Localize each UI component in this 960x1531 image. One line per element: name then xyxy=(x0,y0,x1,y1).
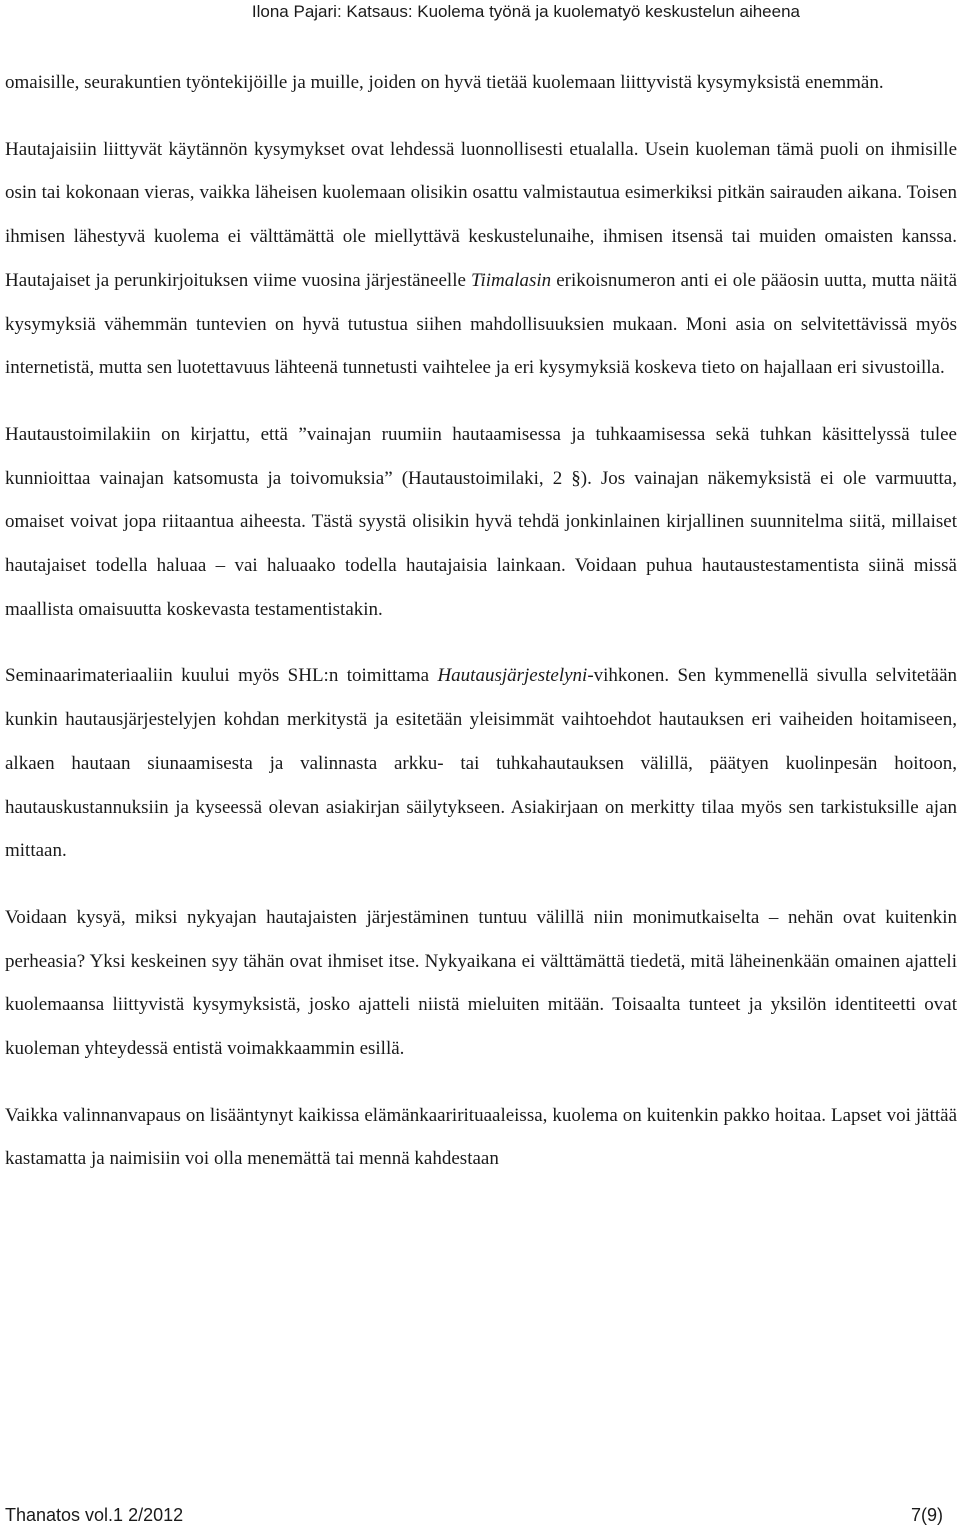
paragraph-text: erikoisnumeron anti ei ole pääosin uutta, mutta näitä kysymyksiä vähemmän tuntevien on hyvä tutustua siihen mahdollisuuksien mukaan. Moni asia on selvitettävissä myös internetistä, mutta sen luotettavuus lähteenä tunnetusti vaihtelee ja eri kysymyksiä koskeva tieto on hajallaan eri sivustoilla. xyxy=(5,269,958,379)
paragraph-6 xyxy=(5,1094,957,1181)
paragraph-text: Hautajaisiin liittyvät käytännön kysymykset ovat lehdessä luonnollisesti etualalla. Usein kuoleman tämä puoli on ihmisille osin tai kokonaan vieras, vaikka läheisen kuolemaan olisikin osattu valmistautua esimerkiksi pitkän sairauden aikana. Toisen ihmisen lähestyvä kuolema ei välttämättä ole miellyttävä keskustelunaihe, ihmisen itsensä tai muiden omaisten kanssa. Hautajaiset ja perunkirjoituksen viime vuosina järjestäneelle xyxy=(5,138,957,291)
paragraph-text: Seminaarimateriaaliin kuului myös SHL:n toimittama xyxy=(5,665,438,687)
paragraph-1 xyxy=(5,61,957,105)
paragraph-text: Voidaan kysyä, miksi nykyajan hautajaisten järjestäminen tuntuu välillä niin monimutkaiselta – nehän ovat kuitenkin perheasia? Yksi keskeinen syy tähän ovat ihmiset itse. Nykyaikana ei välttämättä tiedetä, mitä läheinenkään omainen ajatteli kuolemaansa liittyvistä kysymyksistä, josko ajatteli niistä mieluiten mitään. Toisaalta tunteet ja yksilön identiteetti ovat kuoleman yhteydessä entistä voimakkaammin esillä. xyxy=(5,906,957,1060)
footer-journal: Thanatos vol.1 2/2012 xyxy=(5,1505,184,1525)
paragraph-3 xyxy=(5,413,957,632)
paragraph-4 xyxy=(5,654,957,873)
running-header: Ilona Pajari: Katsaus: Kuolema työnä ja kuolematyö keskustelun aiheena xyxy=(251,2,800,21)
document-body xyxy=(5,61,957,1181)
footer-page-number: 7(9) xyxy=(910,1505,943,1525)
paragraph-2 xyxy=(5,128,957,390)
paragraph-text: Vaikka valinnanvapaus on lisääntynyt kaikissa elämänkaarirituaaleissa, kuolema on kuitenkin pakko hoitaa. Lapset voi jättää kastamatta ja naimisiin voi olla menemättä tai mennä kahdestaan xyxy=(5,1104,957,1170)
paragraph-text: omaisille, seurakuntien työntekijöille ja muille, joiden on hyvä tietää kuolemaan liittyvistä kysymyksistä enemmän. xyxy=(5,72,884,93)
paragraph-text: Hautaustoimilakiin on kirjattu, että ”vainajan ruumiin hautaamisessa ja tuhkaamisessa sekä tuhkan käsittelyssä tulee kunnioittaa vainajan katsomusta ja toivomuksia” (Hautaustoimilaki, 2 §). Jos vainajan näkemyksistä ei ole varmuutta, omaiset voivat jopa riitaantua aiheesta. Tästä syystä olisikin hyvä tehdä jonkinlainen kirjallinen suunnitelma siitä, millaiset hautajaiset todella haluaa – vai haluaako todella hautajaisia lainkaan. Voidaan puhua hautaustestamentista siinä missä maallista omaisuutta koskevasta testamentistakin. xyxy=(5,423,957,620)
italic-title-tiimalasi: Tiimalasin xyxy=(470,269,552,291)
paragraph-text: -vihkonen. Sen kymmenellä sivulla selvitetään kunkin hautausjärjestelyjen kohdan merkitystä ja esitetään yleisimmät vaihtoehdot hautauksen eri vaiheiden hoitamiseen, alkaen hautaan siunaamisesta ja valinnasta arkku- tai tuhkahautauksen välillä, päätyen kuolinpesän hoitoon, hautauskustannuksiin ja kyseessä olevan asiakirjan säilytykseen. Asiakirjaan on merkitty tilaa myös sen tarkistuksille ajan mittaan. xyxy=(5,665,957,862)
paragraph-5 xyxy=(5,896,957,1071)
italic-title-hautausjarjestelyni: Hautausjärjestelyni xyxy=(437,665,588,687)
